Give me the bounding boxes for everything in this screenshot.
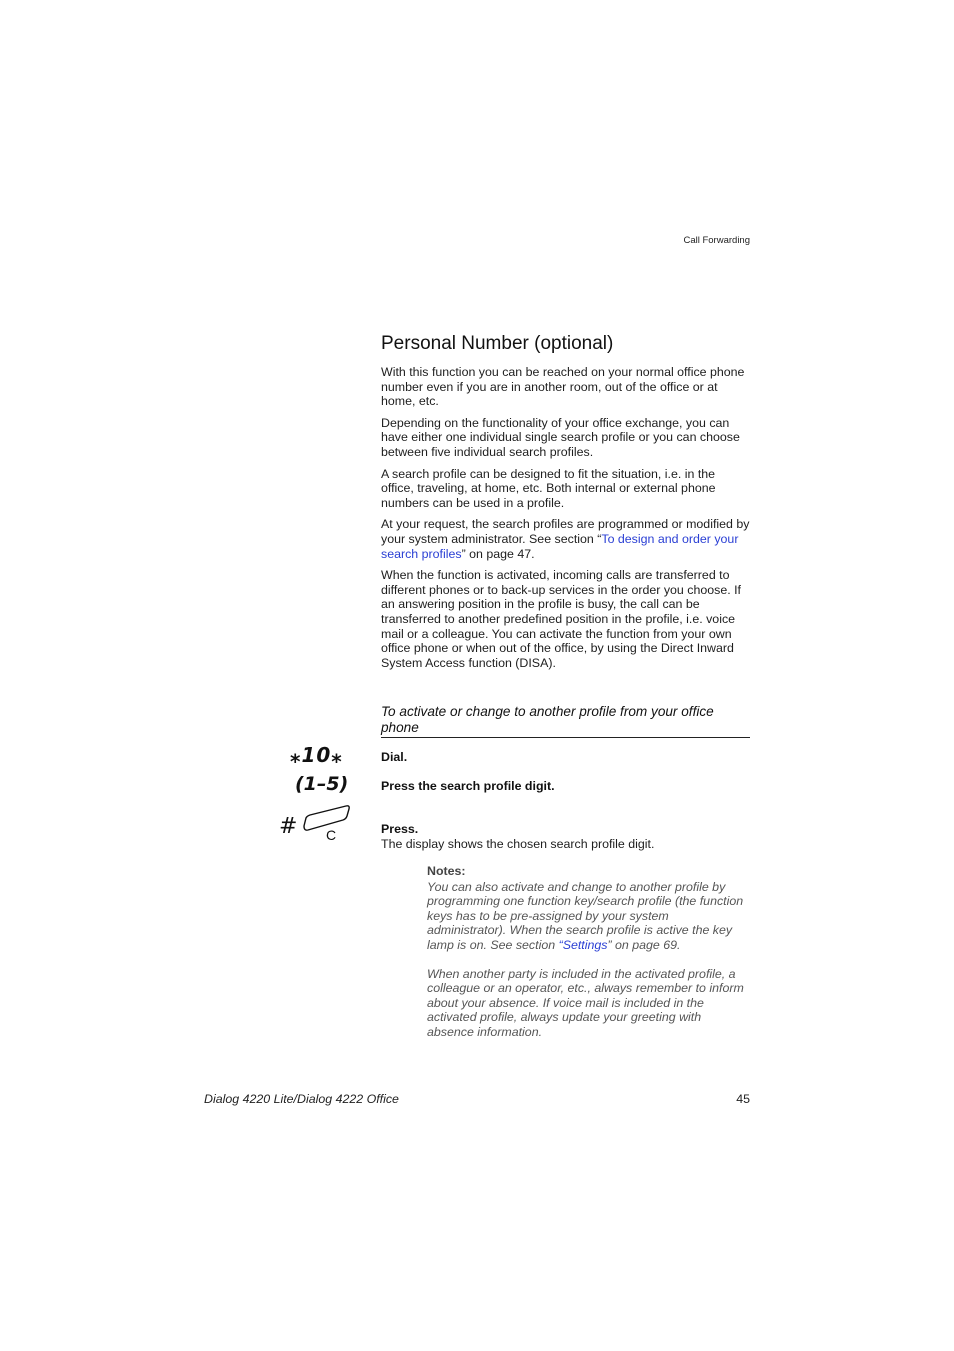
step-digit-label: Press the search profile digit.: [381, 779, 555, 793]
step-dial-label: Dial.: [381, 750, 408, 764]
hash-key-icon: #: [279, 814, 298, 839]
paragraph-4-end: ” on page 47.: [461, 546, 535, 561]
paragraph-2: Depending on the functionality of your office exchange, you can have either one individual single search profile or you can choose between five individual search profiles.: [381, 415, 740, 459]
step-press-text: The display shows the chosen search profile digit.: [381, 837, 655, 851]
footer-product-name: Dialog 4220 Lite/Dialog 4222 Office: [204, 1092, 399, 1106]
design-profiles-link[interactable]: To design and order your search profiles: [381, 531, 739, 561]
paragraph-1: With this function you can be reached on your normal office phone number even if you are in another room, out of the office or at home, etc.: [381, 365, 745, 409]
note-1-end: ” on page 69.: [607, 937, 681, 952]
profile-digit-keys: (1–5): [295, 773, 349, 795]
page-title: Personal Number (optional): [381, 333, 614, 354]
notes-title: Notes:: [427, 864, 466, 878]
note-2: When another party is included in the activated profile, a colleague or an operator, etc., always remember to inform about your absence. If voice mail is included in the activated profile, always update your greeting with absence information.: [427, 966, 744, 1039]
dial-code-keys: ⁎10⁎: [290, 743, 343, 767]
settings-link[interactable]: “Settings: [558, 937, 608, 952]
intro-body: [381, 365, 751, 677]
procedure-heading: To activate or change to another profile from your office phone: [381, 704, 750, 738]
notes-block: [427, 864, 751, 1054]
paragraph-4-start: At your request, the search profiles are programmed or modified by your system administrator. See section “: [381, 517, 750, 546]
note-1-start: You can also activate and change to another profile by programming one function key/search profile (the function keys has to be pre-assigned by your system administrator). When the search profile is active the key lamp is on. See section: [427, 879, 744, 952]
running-header: Call Forwarding: [683, 235, 750, 246]
paragraph-4: [381, 517, 751, 561]
paragraph-5: When the function is activated, incoming calls are transferred to different phones or to back-up services in the order you choose. If an answering position in the profile is busy, the call can be transferred to another predefined position in the profile, i.e. voice mail or a colleague. You can activate the function from your own office phone or when out of the office, by using the Direct Inward System Access function (DISA).: [381, 568, 741, 670]
page-number: 45: [736, 1092, 750, 1106]
step-press-label: Press.: [381, 822, 419, 836]
note-1: [427, 880, 751, 953]
paragraph-3: A search profile can be designed to fit the situation, i.e. in the office, traveling, at home, etc. Both internal or external phone numbers can be used in a profile.: [381, 466, 716, 510]
function-key-letter: C: [326, 827, 337, 843]
